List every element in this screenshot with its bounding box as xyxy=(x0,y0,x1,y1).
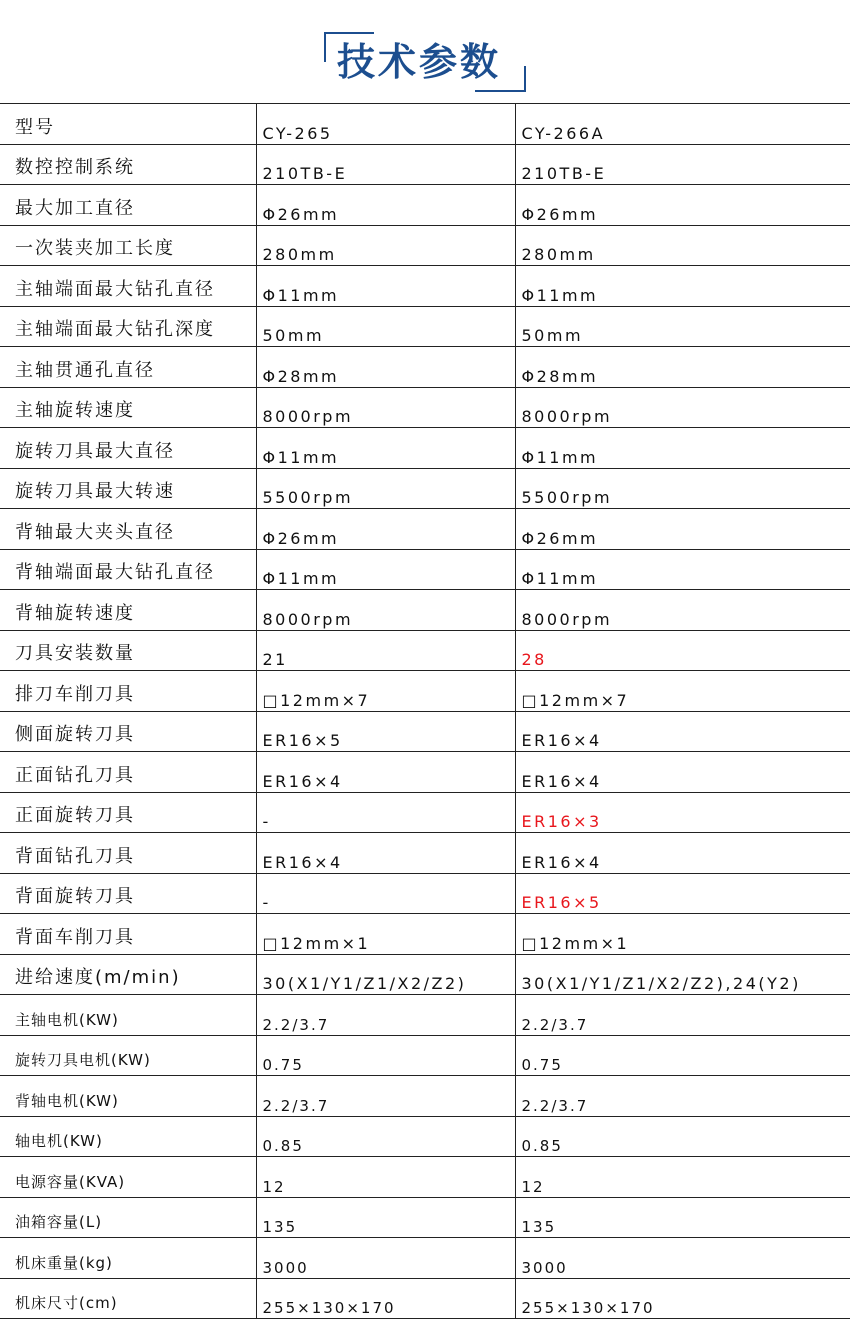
header-model-label: 型号 xyxy=(0,104,256,145)
table-row xyxy=(0,509,850,550)
param-name: 旋转刀具最大转速 xyxy=(0,468,256,509)
table-header-row xyxy=(0,104,850,145)
param-value-cy266a: 2.2/3.7 xyxy=(515,995,850,1036)
table-row xyxy=(0,387,850,428)
param-name: 背轴最大夹头直径 xyxy=(0,509,256,550)
param-value-cy266a: ER16×4 xyxy=(515,833,850,874)
param-name: 主轴端面最大钻孔深度 xyxy=(0,306,256,347)
param-value-cy266a-highlight: ER16×3 xyxy=(515,792,850,833)
param-name: 机床重量(kg) xyxy=(0,1238,256,1279)
param-value-cy266a: Φ26mm xyxy=(515,509,850,550)
param-value-cy266a: □12mm×1 xyxy=(515,914,850,955)
param-value-cy266a: 135 xyxy=(515,1197,850,1238)
title-bracket-right xyxy=(524,66,526,92)
param-name: 主轴端面最大钻孔直径 xyxy=(0,266,256,307)
param-name: 主轴贯通孔直径 xyxy=(0,347,256,388)
param-value-cy266a: 30(X1/Y1/Z1/X2/Z2),24(Y2) xyxy=(515,954,850,995)
param-name: 机床尺寸(cm) xyxy=(0,1278,256,1319)
param-value-cy266a: Φ11mm xyxy=(515,428,850,469)
param-value-cy265: 3000 xyxy=(256,1238,515,1279)
param-value-cy265: 280mm xyxy=(256,225,515,266)
param-value-cy266a: Φ11mm xyxy=(515,266,850,307)
param-value-cy266a: 210TB-E xyxy=(515,144,850,185)
param-value-cy265: - xyxy=(256,792,515,833)
table-row xyxy=(0,833,850,874)
param-value-cy265: 0.75 xyxy=(256,1035,515,1076)
param-value-cy266a-highlight: 28 xyxy=(515,630,850,671)
table-row xyxy=(0,225,850,266)
table-row xyxy=(0,711,850,752)
param-name: 背轴电机(KW) xyxy=(0,1076,256,1117)
param-value-cy265: 8000rpm xyxy=(256,387,515,428)
param-name: 刀具安装数量 xyxy=(0,630,256,671)
param-name: 背面旋转刀具 xyxy=(0,873,256,914)
param-name: 一次装夹加工长度 xyxy=(0,225,256,266)
param-name: 背轴端面最大钻孔直径 xyxy=(0,549,256,590)
param-value-cy265: Φ11mm xyxy=(256,428,515,469)
param-name: 旋转刀具最大直径 xyxy=(0,428,256,469)
param-name: 最大加工直径 xyxy=(0,185,256,226)
param-value-cy266a: 3000 xyxy=(515,1238,850,1279)
param-value-cy266a: 0.85 xyxy=(515,1116,850,1157)
param-name: 背轴旋转速度 xyxy=(0,590,256,631)
param-value-cy266a: Φ28mm xyxy=(515,347,850,388)
param-value-cy266a: 12 xyxy=(515,1157,850,1198)
table-row xyxy=(0,914,850,955)
table-row xyxy=(0,306,850,347)
param-name: 旋转刀具电机(KW) xyxy=(0,1035,256,1076)
param-value-cy265: Φ26mm xyxy=(256,185,515,226)
param-value-cy265: - xyxy=(256,873,515,914)
spec-table xyxy=(0,103,850,1319)
param-value-cy265: □12mm×1 xyxy=(256,914,515,955)
param-value-cy265: Φ28mm xyxy=(256,347,515,388)
table-row xyxy=(0,144,850,185)
param-value-cy265: 8000rpm xyxy=(256,590,515,631)
param-value-cy266a-highlight: ER16×5 xyxy=(515,873,850,914)
param-name: 主轴旋转速度 xyxy=(0,387,256,428)
param-name: 侧面旋转刀具 xyxy=(0,711,256,752)
param-name: 正面旋转刀具 xyxy=(0,792,256,833)
header-model-2: CY-266A xyxy=(515,104,850,145)
spec-table-body xyxy=(0,104,850,1319)
param-name: 排刀车削刀具 xyxy=(0,671,256,712)
table-row xyxy=(0,1197,850,1238)
param-value-cy266a: Φ11mm xyxy=(515,549,850,590)
table-row xyxy=(0,873,850,914)
table-row xyxy=(0,266,850,307)
header-model-1: CY-265 xyxy=(256,104,515,145)
table-row xyxy=(0,630,850,671)
param-value-cy265: 21 xyxy=(256,630,515,671)
param-name: 油箱容量(L) xyxy=(0,1197,256,1238)
param-value-cy265: □12mm×7 xyxy=(256,671,515,712)
table-row xyxy=(0,1157,850,1198)
param-value-cy266a: 8000rpm xyxy=(515,387,850,428)
table-row xyxy=(0,185,850,226)
table-row xyxy=(0,347,850,388)
param-value-cy266a: 50mm xyxy=(515,306,850,347)
table-row xyxy=(0,1116,850,1157)
param-name: 主轴电机(KW) xyxy=(0,995,256,1036)
table-row xyxy=(0,954,850,995)
param-value-cy265: ER16×4 xyxy=(256,833,515,874)
page-title: 技术参数 xyxy=(337,40,502,84)
param-value-cy265: 5500rpm xyxy=(256,468,515,509)
title-bracket-left xyxy=(324,32,326,62)
param-value-cy265: 2.2/3.7 xyxy=(256,1076,515,1117)
param-value-cy265: 12 xyxy=(256,1157,515,1198)
param-value-cy265: 210TB-E xyxy=(256,144,515,185)
param-value-cy265: 135 xyxy=(256,1197,515,1238)
param-value-cy266a: Φ26mm xyxy=(515,185,850,226)
param-value-cy266a: 5500rpm xyxy=(515,468,850,509)
table-row xyxy=(0,468,850,509)
param-value-cy266a: 0.75 xyxy=(515,1035,850,1076)
table-row xyxy=(0,792,850,833)
param-value-cy265: 30(X1/Y1/Z1/X2/Z2) xyxy=(256,954,515,995)
param-name: 背面钻孔刀具 xyxy=(0,833,256,874)
param-value-cy265: Φ11mm xyxy=(256,266,515,307)
table-row xyxy=(0,549,850,590)
param-name: 正面钻孔刀具 xyxy=(0,752,256,793)
param-value-cy265: ER16×4 xyxy=(256,752,515,793)
param-value-cy265: 0.85 xyxy=(256,1116,515,1157)
param-value-cy265: 2.2/3.7 xyxy=(256,995,515,1036)
param-value-cy266a: 280mm xyxy=(515,225,850,266)
title-area xyxy=(0,0,850,100)
param-value-cy266a: 2.2/3.7 xyxy=(515,1076,850,1117)
table-row xyxy=(0,428,850,469)
table-row xyxy=(0,752,850,793)
param-value-cy265: Φ26mm xyxy=(256,509,515,550)
table-row xyxy=(0,1238,850,1279)
table-row xyxy=(0,1278,850,1319)
table-row xyxy=(0,1035,850,1076)
param-value-cy265: 255×130×170 xyxy=(256,1278,515,1319)
param-name: 进给速度(m/min) xyxy=(0,954,256,995)
param-value-cy266a: ER16×4 xyxy=(515,711,850,752)
param-name: 数控控制系统 xyxy=(0,144,256,185)
param-name: 背面车削刀具 xyxy=(0,914,256,955)
param-value-cy266a: □12mm×7 xyxy=(515,671,850,712)
param-value-cy266a: 8000rpm xyxy=(515,590,850,631)
param-name: 轴电机(KW) xyxy=(0,1116,256,1157)
table-row xyxy=(0,671,850,712)
param-name: 电源容量(KVA) xyxy=(0,1157,256,1198)
table-row xyxy=(0,995,850,1036)
table-row xyxy=(0,1076,850,1117)
param-value-cy265: Φ11mm xyxy=(256,549,515,590)
param-value-cy265: 50mm xyxy=(256,306,515,347)
table-row xyxy=(0,590,850,631)
param-value-cy266a: ER16×4 xyxy=(515,752,850,793)
param-value-cy265: ER16×5 xyxy=(256,711,515,752)
param-value-cy266a: 255×130×170 xyxy=(515,1278,850,1319)
title-bracket-right-bottom xyxy=(475,90,526,92)
